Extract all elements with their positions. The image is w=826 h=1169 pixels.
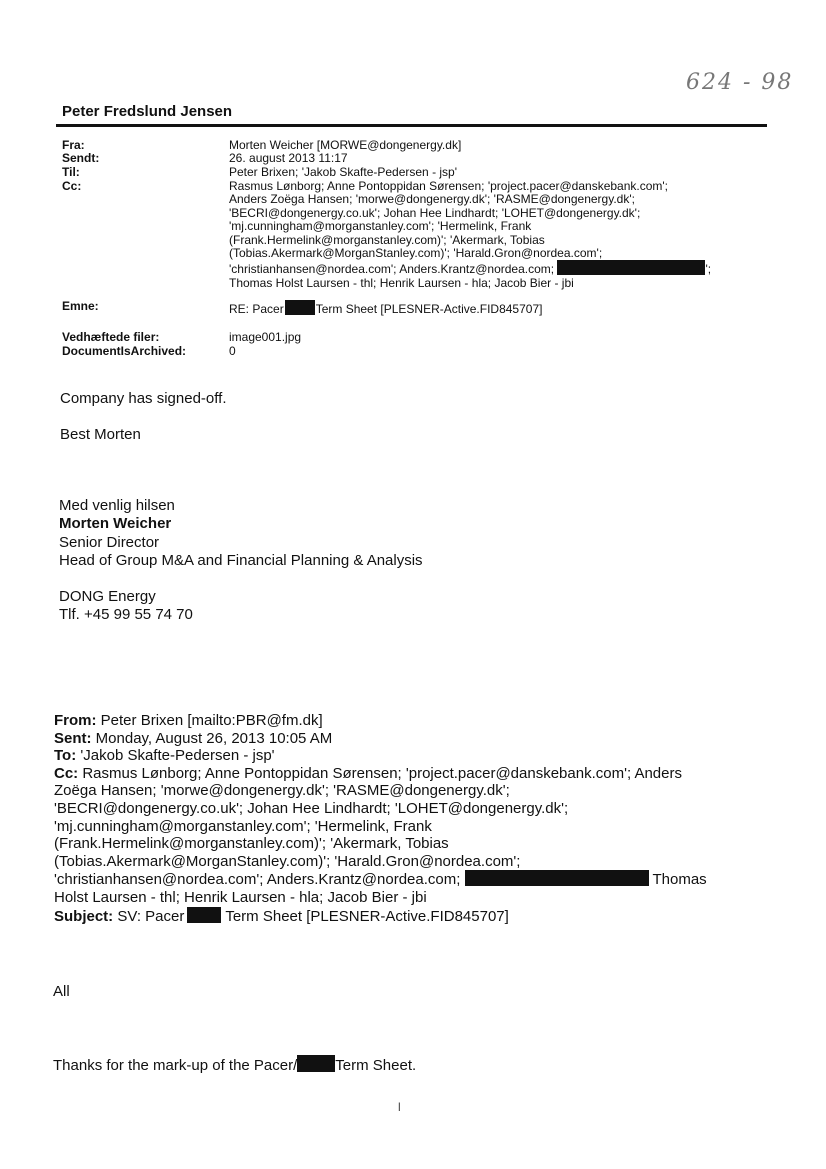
attachments-value[interactable]: image001.jpg (229, 330, 302, 344)
redaction-block (297, 1055, 335, 1072)
redaction-block (465, 870, 649, 886)
redaction-block (187, 907, 221, 923)
attachments-label: Vedhæftede filer: (62, 330, 160, 344)
subject-label: Emne: (62, 299, 99, 313)
forwarded-header (54, 712, 764, 925)
body-line: Best Morten (60, 426, 141, 443)
signature (59, 497, 423, 625)
page-mark: l (398, 1100, 401, 1114)
cc-line: (Frank.Hermelink@morganstanley.com)'; 'Akermark, Tobias (229, 232, 545, 247)
cc-line: (Tobias.Akermark@MorganStanley.com)'; 'Harald.Gron@nordea.com'; (229, 246, 603, 261)
cc-line: 'mj.cunningham@morganstanley.com'; 'Hermelink, Frank (229, 219, 532, 234)
archived-value: 0 (229, 344, 236, 358)
to-label: Til: (62, 165, 80, 179)
redaction-block (557, 260, 705, 275)
fwd-cc-line: (Tobias.Akermark@MorganStanley.com)'; 'Harald.Gron@nordea.com'; (54, 852, 521, 870)
fwd-from-line: From: Peter Brixen [mailto:PBR@fm.dk] (54, 712, 323, 729)
body-line: Company has signed-off. (60, 390, 227, 407)
cc-label: Cc: (62, 179, 82, 193)
fwd-cc-line: 'BECRI@dongenergy.co.uk'; Johan Hee Lindhardt; 'LOHET@dongenergy.dk'; (54, 799, 569, 817)
from-label: Fra: (62, 138, 85, 152)
fwd-cc-line: 'mj.cunningham@morganstanley.com'; 'Hermelink, Frank (54, 817, 432, 835)
cc-line: Thomas Holst Laursen - thl; Henrik Laursen - hla; Jacob Bier - jbi (229, 275, 574, 290)
sent-value: 26. august 2013 11:17 (229, 151, 348, 165)
fwd-cc-line: Holst Laursen - thl; Henrik Laursen - hla; Jacob Bier - jbi (54, 888, 427, 906)
signature-name: Morten Weicher (59, 515, 172, 533)
cc-line: 'BECRI@dongenergy.co.uk'; Johan Hee Lindhardt; 'LOHET@dongenergy.dk'; (229, 205, 641, 220)
mailbox-owner: Peter Fredslund Jensen (62, 103, 233, 120)
to-value: Peter Brixen; 'Jakob Skafte-Pedersen - jsp' (229, 165, 458, 179)
redaction-block (285, 300, 315, 315)
signature-company: DONG Energy (59, 588, 156, 606)
fwd-cc-line: Zoëga Hansen; 'morwe@dongenergy.dk'; 'RASME@dongenergy.dk'; (54, 782, 510, 800)
archived-label: DocumentIsArchived: (62, 344, 187, 358)
signature-greeting: Med venlig hilsen (59, 497, 175, 514)
cc-line: Anders Zoëga Hansen; 'morwe@dongenergy.dk'; 'RASME@dongenergy.dk'; (229, 192, 635, 207)
fwd-greeting: All (53, 983, 70, 1000)
cc-line: 'christianhansen@nordea.com'; Anders.Krantz@nordea.com; '; (229, 262, 712, 277)
sent-label: Sendt: (62, 151, 100, 165)
fwd-from-value[interactable]: Peter Brixen [mailto:PBR@fm.dk] (100, 712, 323, 729)
fwd-cc-line: 'christianhansen@nordea.com'; Anders.Krantz@nordea.com; Thomas (54, 871, 707, 889)
fwd-cc-line: (Frank.Hermelink@morganstanley.com)'; 'Akermark, Tobias (54, 835, 449, 853)
signature-role: Head of Group M&A and Financial Planning & Analysis (59, 551, 423, 569)
fwd-sent-line: Sent: Monday, August 26, 2013 10:05 AM (54, 729, 333, 747)
handwritten-note: 624 - 98 (686, 70, 794, 95)
cc-line: Rasmus Lønborg; Anne Pontoppidan Sørensen; 'project.pacer@danskebank.com'; (229, 179, 669, 193)
fwd-subject-line: Subject: SV: Pacer Term Sheet [PLESNER-Active.FID845707] (54, 907, 509, 925)
fwd-body-line: Thanks for the mark-up of the Pacer/ Term Sheet. (53, 1057, 417, 1074)
from-value: Morten Weicher [MORWE@dongenergy.dk] (229, 138, 462, 152)
fwd-to-line: To: 'Jakob Skafte-Pedersen - jsp' (54, 747, 275, 765)
fwd-cc-line: Cc: Rasmus Lønborg; Anne Pontoppidan Sørensen; 'project.pacer@danskebank.com'; Anders (54, 764, 682, 782)
subject-value: RE: Pacer Term Sheet [PLESNER-Active.FID845707] (229, 302, 543, 316)
signature-phone: Tlf. +45 99 55 74 70 (59, 606, 193, 624)
header-rule (56, 124, 767, 127)
signature-title: Senior Director (59, 533, 160, 551)
cc-value (229, 180, 769, 290)
